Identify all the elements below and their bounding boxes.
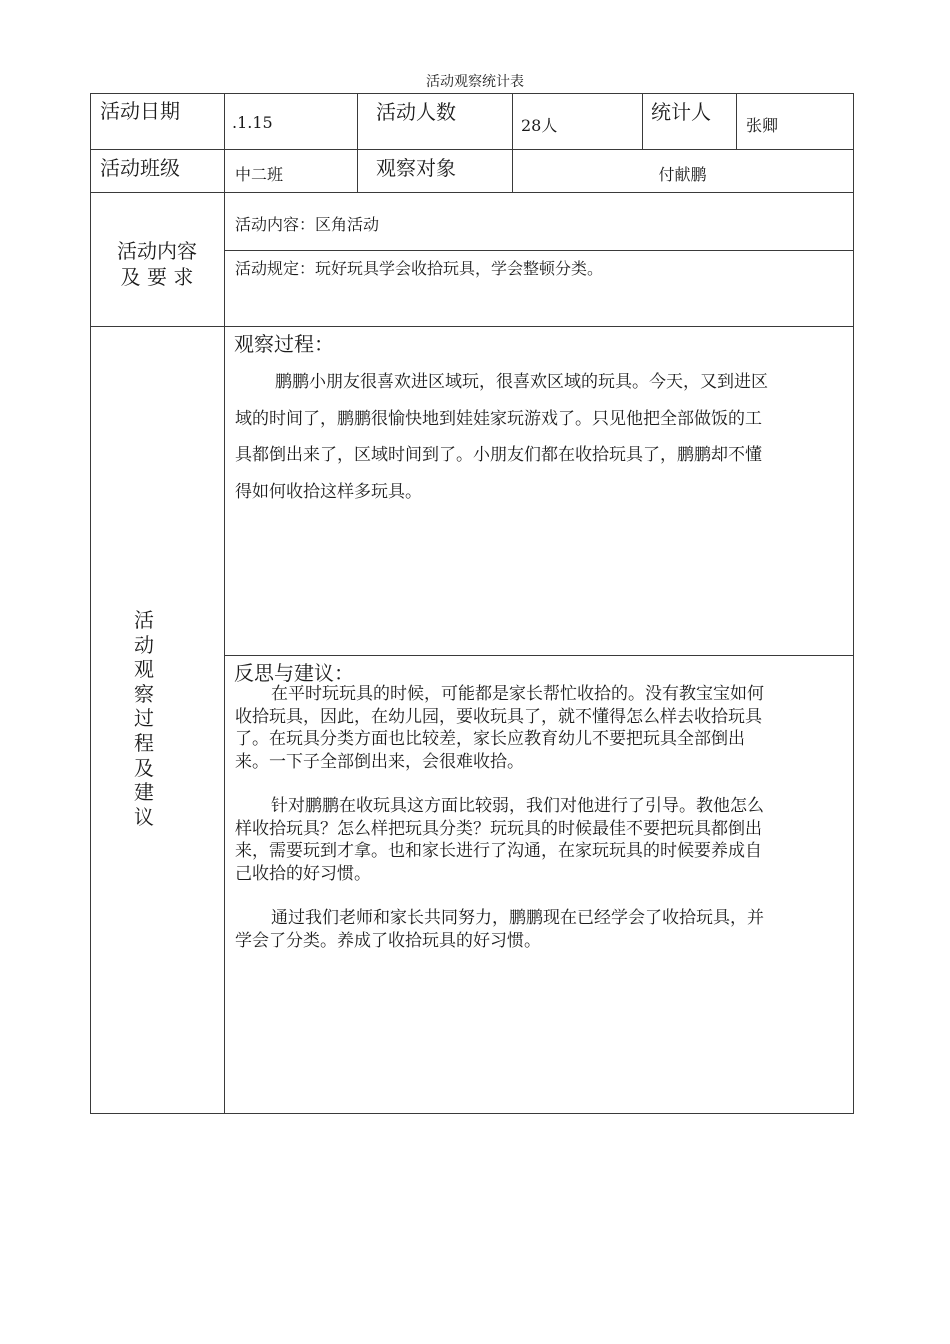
reflection-line: 了。在玩具分类方面也比较差，家长应教育幼儿不要把玩具全部倒出 bbox=[235, 729, 745, 749]
process-line: 得如何收拾这样多玩具。 bbox=[235, 481, 422, 502]
reflection-paragraph-2 bbox=[235, 795, 845, 885]
reflection-line: 样收拾玩具？怎么样把玩具分类？玩玩具的时候最佳不要把玩具都倒出 bbox=[235, 818, 762, 839]
grid-line bbox=[642, 93, 643, 150]
vertical-label-char: 及 bbox=[134, 755, 154, 780]
count-label: 活动人数 bbox=[376, 100, 456, 124]
process-heading: 观察过程： bbox=[234, 332, 334, 356]
vertical-label-char: 动 bbox=[134, 632, 154, 657]
reflection-line: 收拾玩具，因此，在幼儿园，要收玩具了，就不懂得怎么样去收拾玩具 bbox=[235, 706, 762, 727]
count-value: 28人 bbox=[521, 116, 558, 135]
grid-line bbox=[90, 326, 854, 327]
vertical-label-char: 程 bbox=[134, 730, 154, 755]
grid-line bbox=[90, 149, 854, 150]
document-title: 活动观察统计表 bbox=[426, 74, 524, 90]
stat-value: 张卿 bbox=[746, 116, 779, 135]
grid-line bbox=[224, 93, 225, 1114]
reflection-paragraph-3 bbox=[235, 907, 845, 952]
reflection-line: 学会了分类。养成了收拾玩具的好习惯。 bbox=[235, 930, 541, 951]
grid-line bbox=[90, 93, 854, 94]
reflection-line: 在平时玩玩具的时候，可能都是家长帮忙收拾的。没有教宝宝如何 bbox=[271, 684, 764, 704]
process-line: 域的时间了，鹏鹏很愉快地到娃娃家玩游戏了。只见他把全部做饭的工 bbox=[235, 408, 762, 429]
process-line: 具都倒出来了，区域时间到了。小朋友们都在收拾玩具了，鹏鹏却不懂 bbox=[235, 445, 762, 465]
grid-line bbox=[90, 192, 854, 193]
grid-line bbox=[224, 655, 854, 656]
grid-line bbox=[736, 93, 737, 150]
reflection-line: 来。一下子全部倒出来，会很难收拾。 bbox=[235, 751, 524, 772]
vertical-label-char: 议 bbox=[134, 804, 154, 829]
reflection-line: 通过我们老师和家长共同努力，鹏鹏现在已经学会了收拾玩具，并 bbox=[271, 908, 764, 928]
class-label: 活动班级 bbox=[100, 156, 180, 180]
content-label-line1: 活动内容 bbox=[117, 239, 197, 263]
grid-line bbox=[224, 250, 854, 251]
vertical-label-char: 活 bbox=[134, 608, 154, 632]
class-value: 中二班 bbox=[235, 165, 284, 184]
target-value: 付献鹏 bbox=[658, 165, 707, 184]
grid-line bbox=[357, 93, 358, 193]
stat-label: 统计人 bbox=[651, 100, 711, 124]
reflection-line: 己收拾的好习惯。 bbox=[235, 863, 371, 884]
grid-line bbox=[90, 1113, 854, 1114]
content-label-line2: 及 要 求 bbox=[120, 265, 194, 289]
process-line: 鹏鹏小朋友很喜欢进区域玩，很喜欢区域的玩具。今天，又到进区 bbox=[275, 372, 768, 392]
date-label: 活动日期 bbox=[100, 99, 180, 123]
vertical-label-char: 察 bbox=[134, 681, 154, 706]
target-label: 观察对象 bbox=[376, 156, 456, 180]
process-paragraph bbox=[235, 364, 845, 510]
reflection-line: 针对鹏鹏在收玩具这方面比较弱，我们对他进行了引导。教他怎么 bbox=[271, 796, 764, 816]
activity-rules: 活动规定：玩好玩具学会收拾玩具，学会整顿分类。 bbox=[235, 259, 604, 278]
vertical-label-char: 观 bbox=[134, 657, 154, 682]
vertical-label-char: 过 bbox=[134, 706, 154, 731]
observation-vertical-label bbox=[118, 608, 170, 829]
reflection-line: 来，需要玩到才拿。也和家长进行了沟通，在家玩玩具的时候要养成自 bbox=[235, 841, 762, 861]
activity-content: 活动内容：区角活动 bbox=[235, 215, 380, 234]
date-value: .1.15 bbox=[232, 113, 273, 132]
grid-line bbox=[853, 93, 854, 1114]
vertical-label-char: 建 bbox=[134, 780, 154, 805]
reflection-heading: 反思与建议： bbox=[234, 661, 354, 685]
reflection-paragraph-1 bbox=[235, 683, 845, 773]
